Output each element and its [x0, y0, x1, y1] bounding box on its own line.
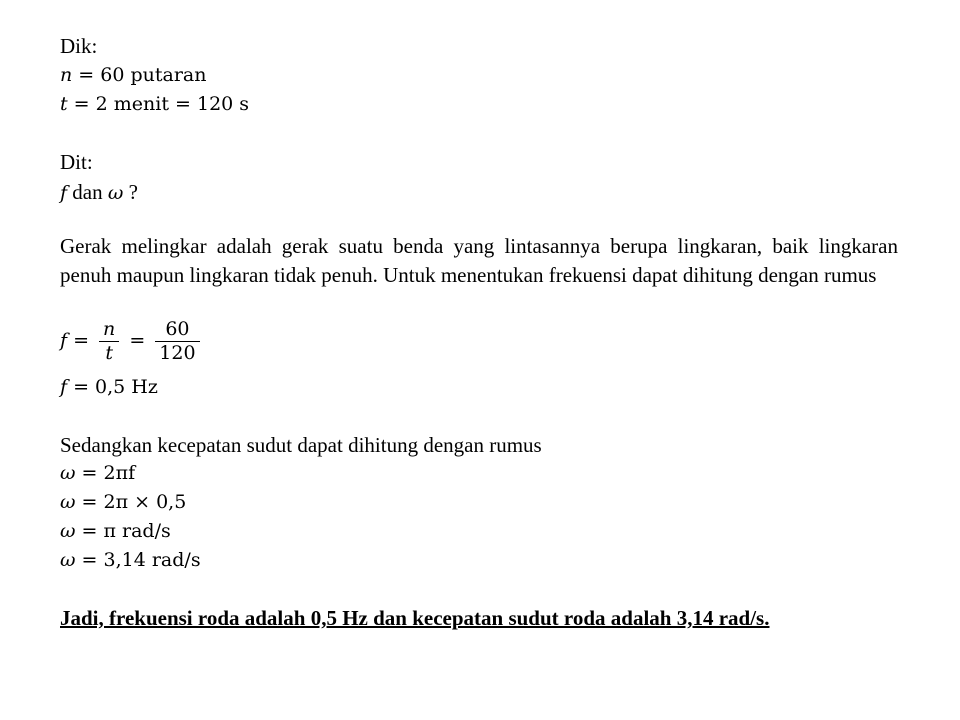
angular-expr: = 2πf [75, 462, 136, 484]
asked-question-mark: ? [123, 180, 138, 204]
frequency-result [60, 378, 158, 397]
frequency-formula [60, 320, 204, 363]
equals: = [123, 329, 152, 352]
angular-line-4 [60, 551, 201, 570]
known-n [60, 66, 206, 85]
n-value: = 60 putaran [72, 64, 207, 86]
var-f: f [60, 329, 68, 352]
t-value: = 2 menit = 120 s [67, 93, 250, 115]
var-omega: ω [107, 182, 124, 204]
var-omega: ω [60, 549, 76, 571]
angular-line-2 [60, 493, 186, 512]
numerator: 60 [155, 320, 199, 342]
var-omega: ω [60, 491, 76, 513]
fraction-60-over-120 [155, 320, 199, 363]
known-heading: Dik: [60, 34, 98, 58]
var-t: t [60, 93, 68, 115]
angular-line-1 [60, 464, 135, 483]
var-n: n [60, 64, 73, 86]
conclusion: Jadi, frekuensi roda adalah 0,5 Hz dan kecepatan sudut roda adalah 3,14 rad/s. [60, 606, 770, 630]
fraction-n-over-t [99, 320, 119, 363]
angular-expr: = 2π × 0,5 [75, 491, 187, 513]
known-t [60, 95, 249, 114]
var-f: f [60, 376, 68, 398]
angular-expr: = π rad/s [75, 520, 171, 542]
asked-quantities [60, 182, 138, 203]
angular-line-3 [60, 522, 171, 541]
explanation-paragraph: Gerak melingkar adalah gerak suatu benda yang lintasannya berupa lingkaran, baik lingkaran penuh maupun lingkaran tidak penuh. Untuk menentukan frekuensi dapat dihitung dengan rumus [60, 234, 898, 287]
angular-intro: Sedangkan kecepatan sudut dapat dihitung dengan rumus [60, 433, 542, 457]
asked-heading: Dit: [60, 150, 93, 174]
equals: = [67, 329, 96, 352]
var-f: f [60, 182, 68, 204]
numerator: n [99, 320, 119, 342]
asked-and: dan [67, 180, 108, 204]
angular-expr: = 3,14 rad/s [75, 549, 201, 571]
var-omega: ω [60, 520, 76, 542]
frequency-value: = 0,5 Hz [67, 376, 158, 398]
denominator: t [105, 342, 113, 364]
var-omega: ω [60, 462, 76, 484]
denominator: 120 [159, 342, 196, 364]
